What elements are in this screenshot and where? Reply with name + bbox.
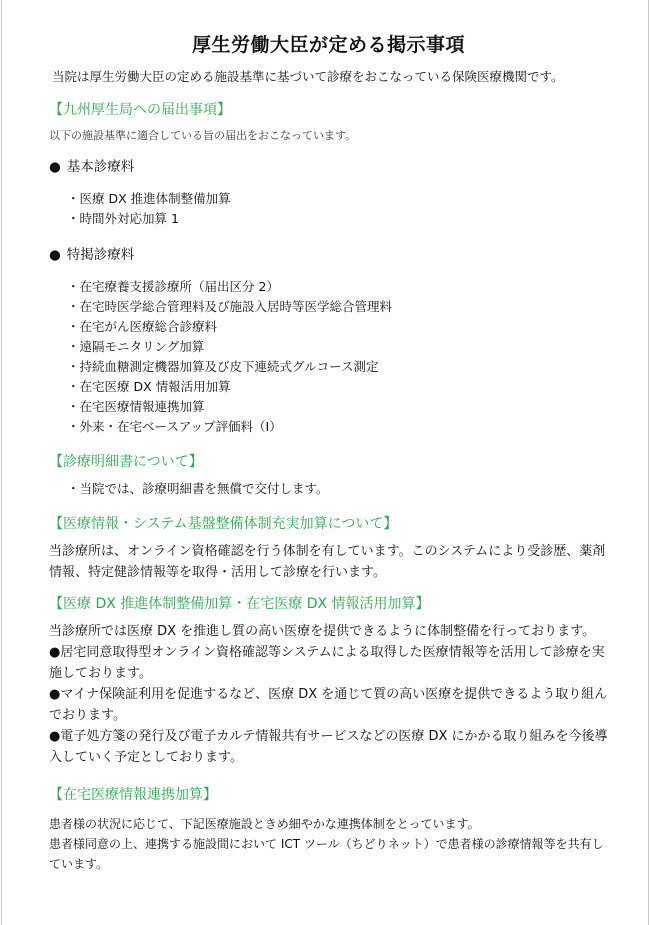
kyushu-heading: 【九州厚生局への届出事項】 [49,102,231,118]
notice-page [1,0,649,925]
list-item: ・ 在宅医療情報連携加算 [67,397,608,417]
list-item: ・ 医療 DX 推進体制整備加算 [67,189,608,209]
list-item: ・ 在宅時医学総合管理料及び施設入居時等医学総合管理料 [67,297,608,317]
bullet-icon: ● [49,247,61,263]
iryou-joho-text: 当診療所は、オンライン資格確認を行う体制を有しています。このシステムにより受診歴、薬剤情報、特定健診情報等を取得・活用して診療を行います。 [49,544,606,580]
bullet-icon: ● [49,159,61,175]
special-category-label: 特掲診療料 [66,247,135,263]
dx-paragraph: ●電子処方箋の発行及び電子カルテ情報共有サービスなどの医療 DX にかかる取り組みを今後導入していく予定としております。 [49,729,608,765]
iryou-joho-heading: 【医療情報・システム基盤整備体制充実加算について】 [49,516,398,532]
renkei-paragraph: 患者様の状況に応じて、下記医療施設ときめ細やかな連携体制をとっています。 [49,817,480,831]
basic-item-list [49,189,608,229]
renkei-heading: 【在宅医療情報連携加算】 [49,787,217,803]
dx-heading: 【医療 DX 推進体制整備加算・在宅医療 DX 情報活用加算】 [49,596,430,612]
list-item: ・ 持続血糖測定機器加算及び皮下連続式グルコース測定 [67,357,608,377]
dx-paragraph: ●マイナ保険証利用を促進するなど、医療 DX を通じて質の高い医療を提供できるよう取り組んでおります。 [49,687,608,723]
list-item: ・ 当院では、診療明細書を無償で交付します。 [67,479,608,499]
list-item: ・ 外来・在宅ベースアップ評価料（Ⅰ） [67,417,608,437]
intro-text: 当院は厚生労働大臣の定める施設基準に基づいて診療をおこなっている保険医療機関です。 [52,69,564,84]
basic-category [49,155,608,175]
kyushu-subtext: 以下の施設基準に適合している旨の届出をおこなっています。 [49,129,357,142]
dx-paragraph: 当診療所では医療 DX を推進し質の高い医療を提供できるように体制整備を行っております。 [49,624,596,639]
list-item: ・ 在宅がん医療総合診療料 [67,317,608,337]
list-item: ・ 時間外対応加算 1 [67,209,608,229]
special-item-list [49,277,608,437]
basic-category-label: 基本診療料 [66,159,135,175]
renkei-paragraph: 患者様同意の上、連携する施設間において ICT ツール（ちどりネット）で患者様の診療情報等を共有しています。 [49,837,604,871]
special-category [49,243,608,263]
meisai-list [49,479,608,499]
list-item: ・ 在宅療養支援診療所（届出区分 2） [67,277,608,297]
meisai-heading: 【診療明細書について】 [49,454,203,470]
page-title: 厚生労働大臣が定める掲示事項 [191,34,465,56]
list-item: ・ 遠隔モニタリング加算 [67,337,608,357]
dx-paragraph: ●居宅同意取得型オンライン資格確認等システムによる取得した医療情報等を活用して診療を実施しております。 [49,645,605,681]
list-item: ・ 在宅医療 DX 情報活用加算 [67,377,608,397]
